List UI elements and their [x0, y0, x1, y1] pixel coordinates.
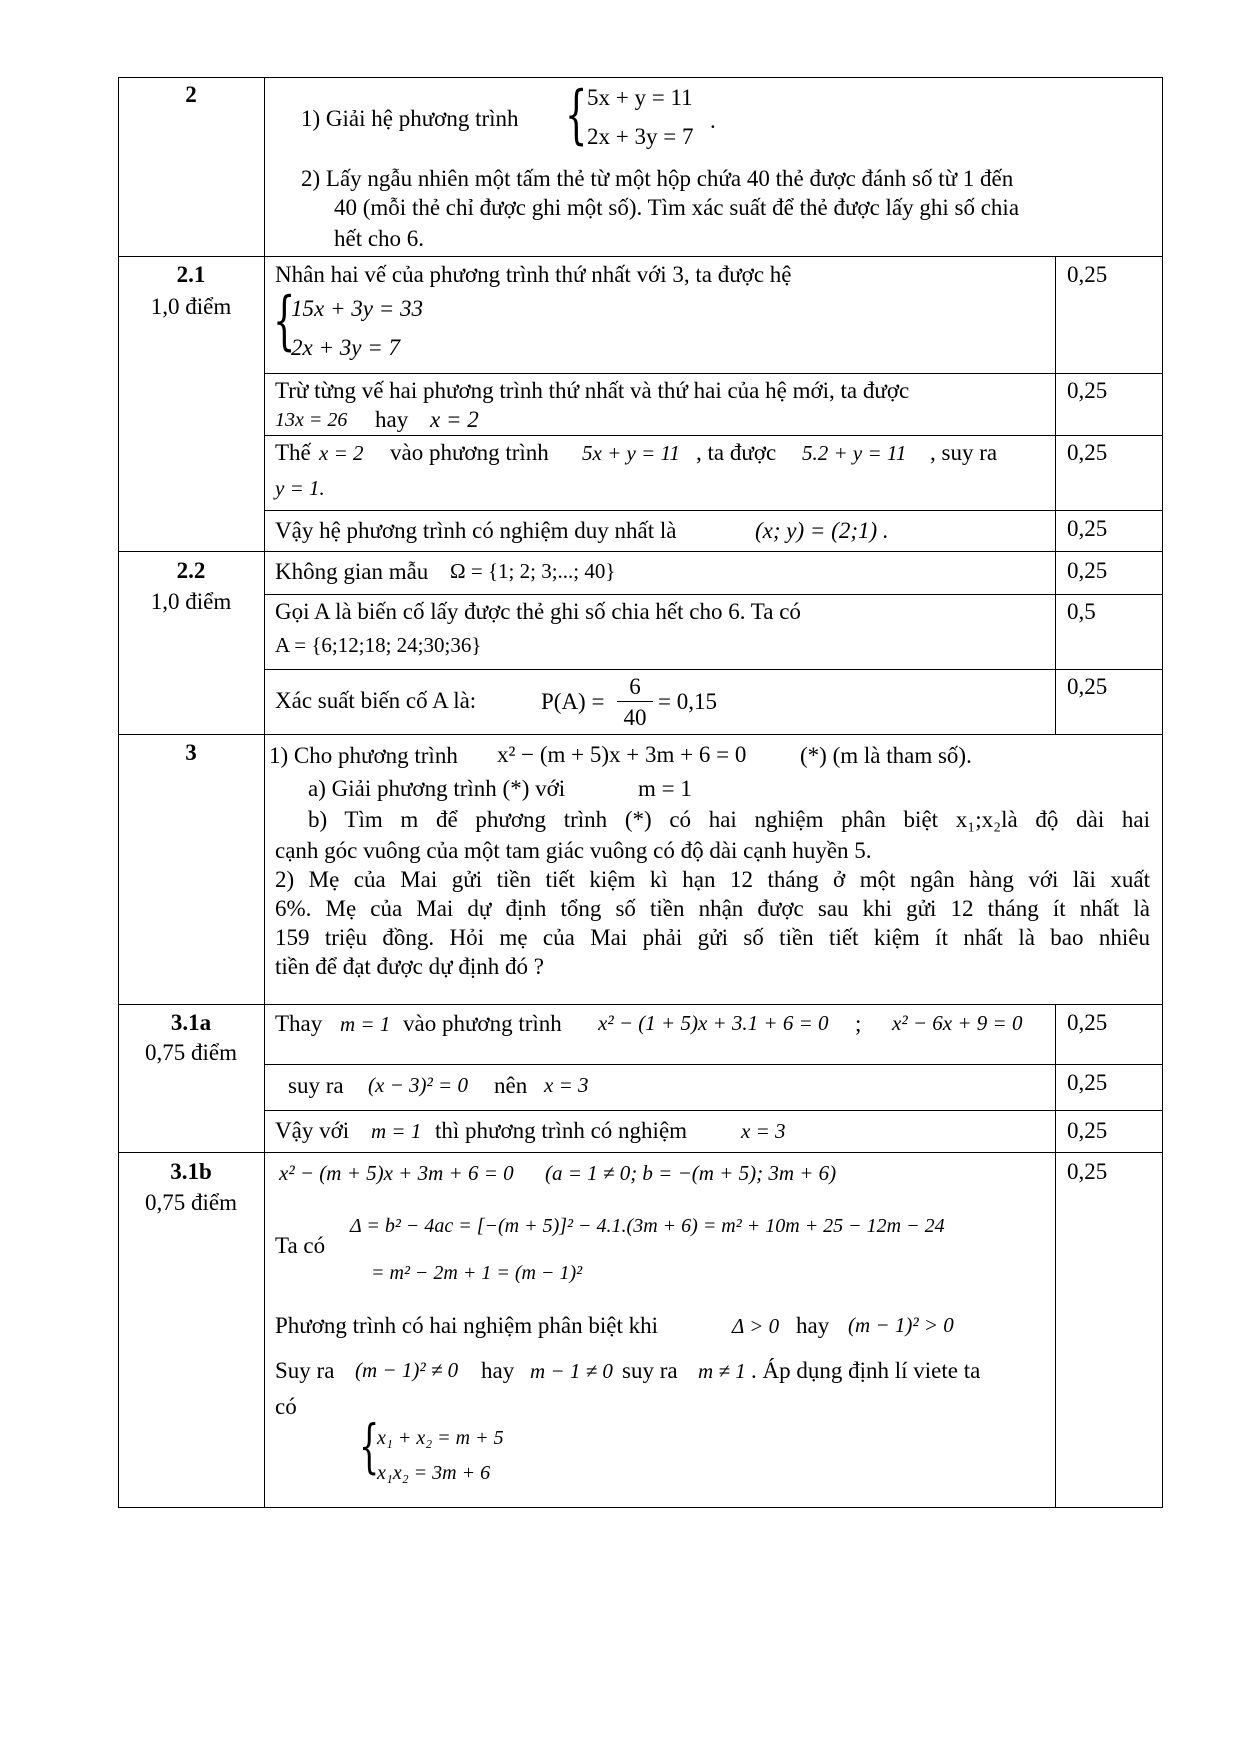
s22-step2-text: Gọi A là biến cố lấy được thẻ ghi số chia hết cho 6. Ta có — [275, 599, 801, 624]
s21-step3-end: , suy ra — [930, 440, 998, 465]
score-column-divider — [1055, 256, 1056, 734]
section-number: 2.1 — [176, 262, 206, 287]
system-brace: { — [359, 1412, 380, 1480]
q2-eq2: 2x + 3y = 7 — [587, 124, 694, 149]
q2-item2-line1: 2) Lấy ngẫu nhiên một tấm thẻ từ một hộp chứa 40 thẻ được đánh số từ 1 đến — [301, 166, 1014, 191]
fraction-numerator: 6 — [629, 674, 641, 699]
s31a-step3-b: thì phương trình có nghiệm — [435, 1118, 688, 1143]
s31a-step2-b: nên — [494, 1073, 528, 1098]
q3-line1-eq: x² − (m + 5)x + 3m + 6 = 0 — [497, 742, 747, 767]
s21-eq1: 15x + 3y = 33 — [291, 296, 423, 321]
s22-step2-eq: A = {6;12;18; 24;30;36} — [275, 633, 482, 657]
table-border-right — [1162, 77, 1163, 1508]
answer-table — [118, 77, 1163, 1508]
question-number: 3 — [185, 740, 197, 765]
s31b-line1-b: (a = 1 ≠ 0; b = −(m + 5); 3m + 6) — [545, 1161, 837, 1185]
s21-step3-eq-b: 5x + y = 11 — [582, 441, 680, 465]
row-divider — [264, 1110, 1163, 1111]
section-points: 0,75 điểm — [145, 1040, 237, 1065]
section-points: 0,75 điểm — [145, 1190, 237, 1215]
q3-line3: b) Tìm m để phương trình (*) có hai nghiệm phân biệt x₁;x₂là độ dài hai — [308, 807, 1150, 832]
score: 0,25 — [1067, 516, 1108, 541]
score: 0,5 — [1067, 599, 1096, 624]
section-points: 1,0 điểm — [150, 589, 232, 614]
s31b-line3-eq-a: Δ > 0 — [732, 1314, 780, 1338]
s31b-line4-b: hay — [481, 1358, 515, 1383]
s31b-line4-c: suy ra — [622, 1358, 678, 1383]
s21-step3-mid: vào phương trình — [390, 440, 549, 465]
score: 0,25 — [1067, 262, 1108, 287]
score: 0,25 — [1067, 558, 1108, 583]
s31a-step1-b: vào phương trình — [403, 1011, 562, 1036]
s31a-step3-eq-b: x = 3 — [741, 1119, 786, 1143]
q3-line7: 159 triệu đồng. Hỏi mẹ của Mai phải gửi số tiền tiết kiệm ít nhất là bao nhiêu — [275, 925, 1150, 950]
s31b-line3-eq-b: (m − 1)² > 0 — [848, 1313, 954, 1337]
row-divider — [118, 1152, 1163, 1153]
s31b-line4-eq-c: m ≠ 1 — [698, 1359, 746, 1383]
s31b-line4-d: . Áp dụng định lí viete ta — [751, 1358, 981, 1383]
section-number: 3.1b — [170, 1159, 212, 1184]
s31a-step2-a: suy ra — [288, 1073, 344, 1098]
q3-line6: 6%. Mẹ của Mai dự định tổng số tiền nhận được sau khi gửi 12 tháng ít nhất là — [275, 896, 1150, 921]
s31b-delta-line1: Δ = b² − 4ac = [−(m + 5)]² − 4.1.(3m + 6) = m² + 10m + 25 − 12m − 24 — [350, 1215, 945, 1237]
s31a-step1-eq-b: x² − (1 + 5)x + 3.1 + 6 = 0 — [598, 1011, 829, 1035]
row-divider — [118, 734, 1163, 735]
s31b-line4-a: Suy ra — [275, 1358, 335, 1383]
section-number: 2.2 — [176, 558, 206, 583]
row-divider — [264, 594, 1163, 595]
s21-step3-eq-c: 5.2 + y = 11 — [802, 441, 907, 465]
q3-line1-a: 1) Cho phương trình — [269, 743, 458, 768]
s21-step2-hay: hay — [375, 407, 409, 432]
section-points: 1,0 điểm — [150, 294, 232, 319]
s21-step4-eq: (x; y) = (2;1) . — [755, 518, 889, 543]
score: 0,25 — [1067, 1070, 1108, 1095]
s31b-line5: có — [275, 1394, 297, 1419]
score: 0,25 — [1067, 440, 1108, 465]
s31b-line3-b: hay — [796, 1313, 830, 1338]
s31a-step2-eq-a: (x − 3)² = 0 — [368, 1073, 468, 1097]
s31b-line4-eq-a: (m − 1)² ≠ 0 — [355, 1358, 459, 1382]
s21-step4-text: Vậy hệ phương trình có nghiệm duy nhất là — [275, 518, 677, 543]
q2-eq1: 5x + y = 11 — [587, 85, 693, 110]
system-brace: { — [273, 284, 296, 358]
s21-step2-eq-b: x = 2 — [430, 407, 479, 432]
s21-step3-the: Thế — [275, 440, 311, 465]
q3-line4: cạnh góc vuông của một tam giác vuông có độ dài cạnh huyền 5. — [275, 838, 872, 863]
s31a-step3-eq-a: m = 1 — [371, 1119, 422, 1143]
s22-step3-text: Xác suất biến cố A là: — [275, 688, 477, 713]
s21-step2-eq-a: 13x = 26 — [275, 409, 348, 431]
q3-line8: tiền để đạt được dự định đó ? — [275, 954, 544, 979]
q3-line2-a: a) Giải phương trình (*) với — [308, 776, 566, 801]
score: 0,25 — [1067, 1010, 1108, 1035]
score: 0,25 — [1067, 674, 1108, 699]
section-number: 3.1a — [170, 1010, 212, 1035]
score: 0,25 — [1067, 378, 1108, 403]
s21-step1-text: Nhân hai vế của phương trình thứ nhất với 3, ta được hệ — [275, 262, 792, 287]
s31b-line3-a: Phương trình có hai nghiệm phân biệt khi — [275, 1313, 658, 1338]
s21-eq2: 2x + 3y = 7 — [291, 335, 400, 360]
row-divider — [264, 373, 1163, 374]
column-divider — [264, 77, 265, 1508]
score: 0,25 — [1067, 1159, 1108, 1184]
fraction-bar — [617, 701, 653, 702]
s31a-step1-sep: ; — [855, 1011, 862, 1036]
row-divider — [264, 1064, 1163, 1065]
s21-step2-text: Trừ từng vế hai phương trình thứ nhất và thứ hai của hệ mới, ta được — [275, 378, 910, 403]
s22-step3-lhs: P(A) = — [541, 689, 605, 714]
viete-eq1: x₁ + x₂ = m + 5 — [377, 1427, 504, 1449]
row-divider — [264, 510, 1163, 511]
score: 0,25 — [1067, 1118, 1108, 1143]
q3-line1-b: (*) (m là tham số). — [800, 743, 972, 768]
row-divider — [118, 1004, 1163, 1005]
q3-line5: 2) Mẹ của Mai gửi tiền tiết kiệm kì hạn 12 tháng ở một ngân hàng với lãi xuất — [275, 867, 1150, 892]
s31a-step2-eq-b: x = 3 — [544, 1073, 589, 1097]
q2-item1-label: 1) Giải hệ phương trình — [301, 106, 519, 131]
row-divider — [118, 551, 1163, 552]
s21-step3-eq-a: x = 2 — [319, 441, 364, 465]
table-border-left — [118, 77, 119, 1508]
viete-eq2: x₁x₂ = 3m + 6 — [377, 1462, 491, 1484]
q2-item2-line2: 40 (mỗi thẻ chỉ được ghi một số). Tìm xác suất để thẻ được lấy ghi số chia — [334, 195, 1020, 220]
question-number: 2 — [185, 82, 197, 107]
s22-step3-rhs: = 0,15 — [658, 689, 717, 714]
fraction-denominator: 40 — [623, 705, 647, 730]
q3-line2-eq: m = 1 — [638, 776, 692, 801]
s31b-taco: Ta có — [275, 1233, 326, 1258]
score-column-divider — [1055, 1004, 1056, 1508]
s31a-step1-eq-a: m = 1 — [340, 1012, 391, 1036]
row-divider — [264, 669, 1163, 670]
row-divider — [264, 435, 1163, 436]
s31b-line1-eq: x² − (m + 5)x + 3m + 6 = 0 — [279, 1161, 514, 1185]
s31b-line4-eq-b: m − 1 ≠ 0 — [530, 1359, 613, 1383]
table-border-bottom — [118, 1507, 1163, 1508]
s22-step1-eq: Ω = {1; 2; 3;...; 40} — [450, 559, 616, 583]
s31a-step3-a: Vậy với — [275, 1118, 350, 1143]
table-border-top — [118, 77, 1163, 78]
s21-step3-line2: y = 1. — [275, 476, 325, 500]
q2-item2-line3: hết cho 6. — [334, 226, 425, 251]
row-divider — [118, 256, 1163, 257]
s31a-step1-a: Thay — [275, 1011, 323, 1036]
q2-eq-end: . — [710, 108, 716, 133]
s31b-delta-line2: = m² − 2m + 1 = (m − 1)² — [371, 1262, 583, 1284]
s22-step1-text: Không gian mẫu — [275, 559, 429, 584]
s31a-step1-eq-c: x² − 6x + 9 = 0 — [892, 1011, 1023, 1035]
s21-step3-mid2: , ta được — [696, 440, 777, 465]
system-brace: { — [565, 78, 588, 152]
